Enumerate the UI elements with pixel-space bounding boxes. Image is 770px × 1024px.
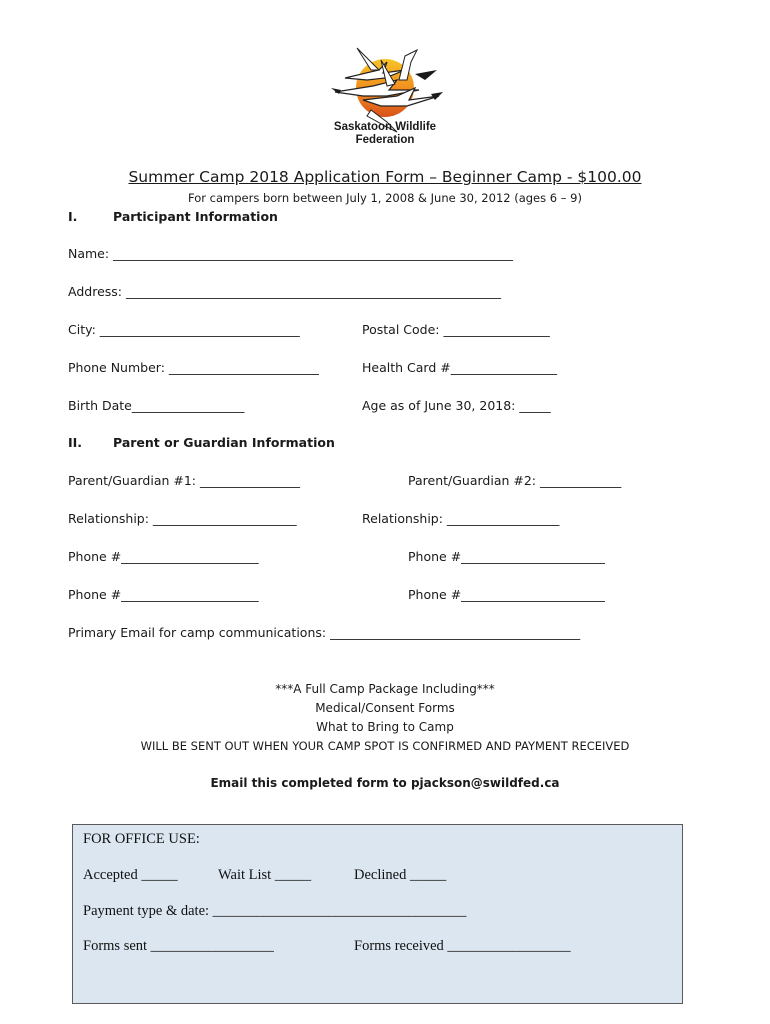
- section2-numeral: II.: [68, 435, 83, 450]
- age-field[interactable]: Age as of June 30, 2018: _____: [362, 398, 551, 413]
- office-use-box: [72, 824, 683, 1004]
- org-name-line1: Saskatoon Wildlife: [333, 121, 437, 133]
- package-line3: What to Bring to Camp: [316, 720, 454, 734]
- office-heading: FOR OFFICE USE:: [83, 831, 200, 847]
- address-field[interactable]: Address: ____________________________________________________________: [68, 284, 501, 299]
- postal-code-field[interactable]: Postal Code: _________________: [362, 322, 550, 337]
- guardian1-phone-a[interactable]: Phone #______________________: [68, 549, 259, 564]
- guardian2-phone-a[interactable]: Phone #_______________________: [408, 549, 605, 564]
- primary-email-field[interactable]: Primary Email for camp communications: ________________________________________: [68, 625, 581, 640]
- package-line2: Medical/Consent Forms: [315, 701, 455, 715]
- declined-field[interactable]: Declined _____: [354, 867, 447, 883]
- health-card-field[interactable]: Health Card #_________________: [362, 360, 557, 375]
- email-instruction: Email this completed form to pjackson@swildfed.ca: [210, 776, 560, 790]
- relationship1-field[interactable]: Relationship: _______________________: [68, 511, 297, 526]
- phone-number-field[interactable]: Phone Number: ________________________: [68, 360, 319, 375]
- birth-date-field[interactable]: Birth Date__________________: [68, 398, 245, 413]
- section2-heading: Parent or Guardian Information: [113, 435, 335, 450]
- guardian1-phone-b[interactable]: Phone #______________________: [68, 587, 259, 602]
- guardian1-field[interactable]: Parent/Guardian #1: ________________: [68, 473, 300, 488]
- section1-heading: Participant Information: [113, 209, 278, 224]
- package-line1: ***A Full Camp Package Including***: [275, 682, 495, 696]
- organization-name: [300, 121, 470, 147]
- forms-sent-field[interactable]: Forms sent _________________: [83, 938, 274, 954]
- city-field[interactable]: City: ________________________________: [68, 322, 300, 337]
- accepted-field[interactable]: Accepted _____: [83, 867, 178, 883]
- payment-field[interactable]: Payment type & date: ___________________________________: [83, 903, 467, 919]
- wait-list-field[interactable]: Wait List _____: [218, 867, 312, 883]
- org-name-line2: Federation: [355, 134, 415, 146]
- name-field[interactable]: Name: ________________________________________________________________: [68, 246, 514, 261]
- section1-numeral: I.: [68, 209, 78, 224]
- relationship2-field[interactable]: Relationship: __________________: [362, 511, 560, 526]
- form-title: Summer Camp 2018 Application Form – Beginner Camp - $100.00: [128, 168, 642, 186]
- form-subtitle: For campers born between July 1, 2008 & June 30, 2012 (ages 6 – 9): [188, 191, 582, 205]
- forms-received-field[interactable]: Forms received _________________: [354, 938, 571, 954]
- package-line4: WILL BE SENT OUT WHEN YOUR CAMP SPOT IS CONFIRMED AND PAYMENT RECEIVED: [140, 739, 630, 753]
- guardian2-field[interactable]: Parent/Guardian #2: _____________: [408, 473, 622, 488]
- guardian2-phone-b[interactable]: Phone #_______________________: [408, 587, 605, 602]
